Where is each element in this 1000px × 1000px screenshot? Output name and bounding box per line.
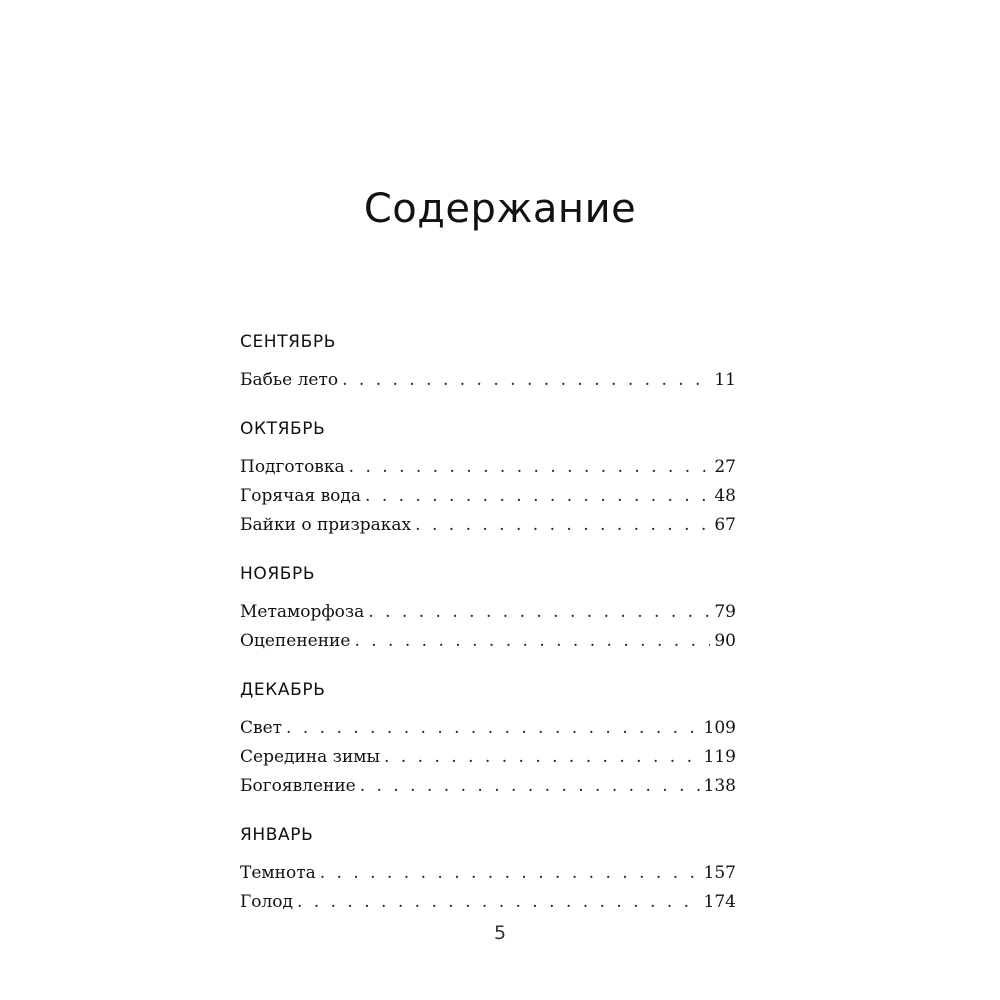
entry-title: Свет bbox=[240, 718, 283, 738]
entry-page-number: 157 bbox=[703, 863, 736, 883]
toc-entry[interactable] bbox=[240, 598, 736, 627]
entry-page-number: 48 bbox=[714, 486, 736, 506]
page-title: Содержание bbox=[363, 186, 637, 232]
toc-entry[interactable] bbox=[240, 511, 736, 540]
entry-title: Богоявление bbox=[240, 776, 356, 796]
toc-entry[interactable] bbox=[240, 772, 736, 801]
entry-page-number: 174 bbox=[703, 892, 736, 912]
dot-leader bbox=[349, 453, 711, 482]
section-heading: НОЯБРЬ bbox=[240, 564, 316, 584]
toc-entry[interactable] bbox=[240, 888, 736, 917]
dot-leader bbox=[354, 627, 710, 656]
toc-section-december bbox=[240, 678, 736, 801]
dot-leader bbox=[286, 714, 700, 743]
section-heading: ЯНВАРЬ bbox=[240, 825, 314, 845]
toc-entry[interactable] bbox=[240, 859, 736, 888]
dot-leader bbox=[342, 366, 710, 395]
toc-entry[interactable] bbox=[240, 453, 736, 482]
entry-page-number: 27 bbox=[714, 457, 736, 477]
toc-entry[interactable] bbox=[240, 714, 736, 743]
entry-title: Горячая вода bbox=[240, 486, 362, 506]
entry-page-number: 119 bbox=[703, 747, 736, 767]
toc-entry[interactable] bbox=[240, 627, 736, 656]
dot-leader bbox=[320, 859, 700, 888]
entry-title: Байки о призраках bbox=[240, 515, 412, 535]
entry-page-number: 11 bbox=[714, 370, 736, 390]
entry-title: Метаморфоза bbox=[240, 602, 365, 622]
dot-leader bbox=[360, 772, 700, 801]
section-heading: СЕНТЯБРЬ bbox=[240, 332, 336, 352]
entry-title: Голод bbox=[240, 892, 293, 912]
toc-entry[interactable] bbox=[240, 366, 736, 395]
entry-title: Подготовка bbox=[240, 457, 345, 477]
entry-page-number: 109 bbox=[703, 718, 736, 738]
toc-section-september bbox=[240, 330, 736, 395]
entry-title: Темнота bbox=[240, 863, 316, 883]
entry-title: Бабье лето bbox=[240, 370, 339, 390]
entry-page-number: 67 bbox=[714, 515, 736, 535]
entry-title: Середина зимы bbox=[240, 747, 381, 767]
dot-leader bbox=[365, 482, 710, 511]
page-number: 5 bbox=[493, 922, 507, 944]
toc-section-november bbox=[240, 562, 736, 656]
section-heading: ДЕКАБРЬ bbox=[240, 680, 326, 700]
table-of-contents bbox=[240, 330, 736, 939]
toc-section-october bbox=[240, 417, 736, 540]
entry-page-number: 79 bbox=[714, 602, 736, 622]
dot-leader bbox=[384, 743, 700, 772]
entry-title: Оцепенение bbox=[240, 631, 351, 651]
toc-entry[interactable] bbox=[240, 482, 736, 511]
entry-page-number: 90 bbox=[714, 631, 736, 651]
section-heading: ОКТЯБРЬ bbox=[240, 419, 326, 439]
dot-leader bbox=[368, 598, 710, 627]
entry-page-number: 138 bbox=[703, 776, 736, 796]
dot-leader bbox=[415, 511, 710, 540]
dot-leader bbox=[297, 888, 700, 917]
toc-section-january bbox=[240, 823, 736, 917]
toc-entry[interactable] bbox=[240, 743, 736, 772]
